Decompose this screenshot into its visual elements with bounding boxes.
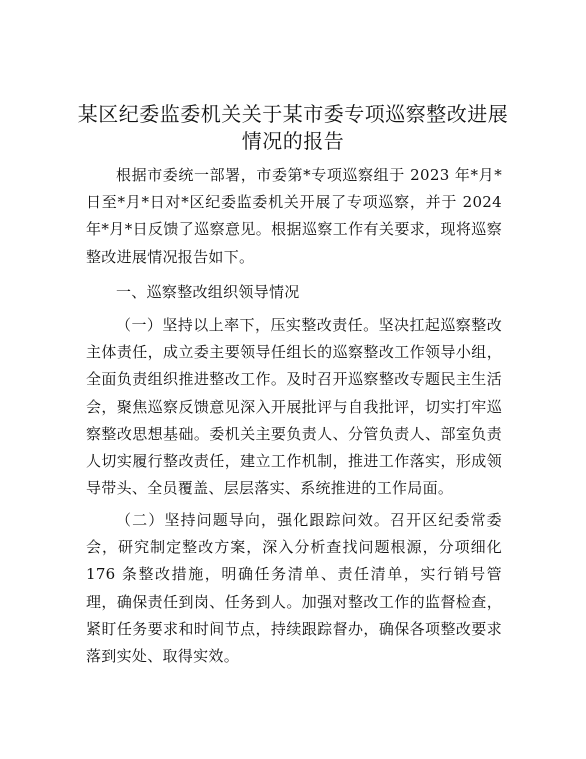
paragraph-2 [86,507,502,670]
intro-paragraph: 根据市委统一部署，市委第*专项巡察组于 2023 年*月*日至*月*日对*区纪委监委机关开展了专项巡察，并于 2024 年*月*日反馈了巡察意见。根据巡察工作有关要求，现将巡察整改进展情况报告如下。 [86,166,502,266]
section-heading: 一、巡察整改组织领导情况 [116,283,300,301]
paragraph-1 [86,312,502,502]
paragraph-2-body: 召开区纪委常委会，研究制定整改方案，深入分析查找问题根源，分项细化 176 条整改措施，明确任务清单、责任清单，实行销号管理，确保责任到岗、任务到人。加强对整改工作的监督检查，紧盯任务要求和时间节点，持续跟踪督办，确保各项整改要求落到实处、取得实效。 [86,511,502,666]
document-title: 某区纪委监委机关关于某市委专项巡察整改进展情况的报告 [77,102,509,153]
paragraph-1-lead: （一）坚持以上率下，压实整改责任。 [116,316,379,334]
paragraph-1-body: 坚决扛起巡察整改主体责任，成立委主要领导任组长的巡察整改工作领导小组，全面负责组织推进整改工作。及时召开巡察整改专题民主生活会，聚焦巡察反馈意见深入开展批评与自我批评，切实打牢巡察整改思想基础。委机关主要负责人、分管负责人、部室负责人切实履行整改责任，建立工作机制，推进工作落实，形成领导带头、全员覆盖、层层落实、系统推进的工作局面。 [86,316,502,498]
paragraph-2-lead: （二）坚持问题导向，强化跟踪问效。 [116,511,390,529]
